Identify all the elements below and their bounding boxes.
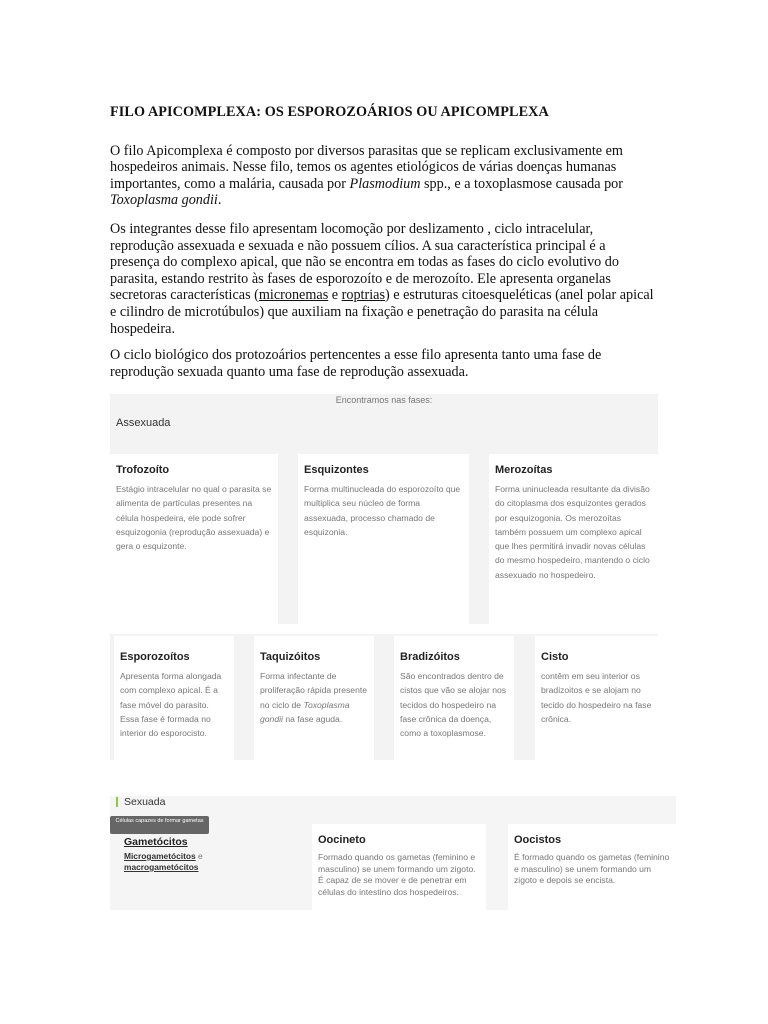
image-caption: Encontramos nas fases: [335, 395, 433, 405]
gametocitos-title[interactable]: Gametócitos [124, 836, 188, 848]
term-plasmodium: Plasmodium [349, 175, 421, 192]
link-roptrias[interactable]: roptrias [341, 287, 385, 304]
section-title-sexual: Sexuada [124, 796, 166, 808]
link-microgametocitos[interactable]: Microgametócitos [124, 851, 196, 861]
image-asexual-phases-continued [110, 634, 658, 760]
image-asexual-phases [110, 394, 658, 624]
tooltip-gametocitos: Células capazes de formar gametas [110, 816, 209, 834]
card-oocistos: Oocistos É formado quando os gametas (feminino e masculino) se unem formando um zigoto e depois se encista. [508, 824, 676, 910]
gametocitos-block: Gametócitos Microgametócitos e macrogametócitos [124, 836, 203, 872]
card-oocineto: Oocineto Formado quando os gametas (feminino e masculino) se unem formando um zigoto. É capaz de se mover e de penetrar em células do intestino dos hospedeiros. [312, 824, 486, 910]
card-esquizontes: Esquizontes Forma multinucleada do esporozoíto que multiplica seu núcleo de forma assexuada, processo chamado de esquizonia. [298, 454, 469, 624]
term-toxoplasma: Toxoplasma gondii [110, 192, 218, 209]
card-cisto: Cisto contêm em seu interior os bradizoitos e se alojam no tecido do hospedeiro na fase crônica. [535, 636, 658, 760]
card-trofozoito: Trofozoíto Estágio intracelular no qual o parasita se alimenta de partículas presentes na célula hospedeira, ele pode sofrer esquizogonia (reprodução assexuada) e gera o esquizonte. [110, 454, 278, 624]
image-sexual-phases [110, 796, 676, 910]
card-esporozoitos: Esporozoítos Apresenta forma alongada com complexo apical. É a fase móvel do parasito. Essa fase é formada no interior do esporocisto. [114, 636, 234, 760]
section-title-asexual: Assexuada [116, 417, 171, 429]
paragraph-characteristics: Os integrantes desse filo apresentam locomoção por deslizamento , ciclo intracelular, reprodução assexuada e sexuada e não possuem cílios. A sua característica principal é a presença do complexo apical, que não se encontra em todas as fases do ciclo evolutivo do parasita, estando restrito às fases de esporozoíto e de merozoíto. Ele apresenta organelas secretoras características (micronemas e roptrias) e estruturas citoesqueléticas (anel polar apical e cilindro de microtúbulos) que auxiliam na fixação e penetração do parasita na célula hospedeira. [110, 220, 654, 337]
paragraph-cycle: O ciclo biológico dos protozoários pertencentes a esse filo apresenta tanto uma fase de reprodução sexuada quanto uma fase de reprodução assexuada. [110, 347, 602, 380]
section-accent-bar [116, 797, 118, 807]
link-micronemas[interactable]: micronemas [258, 287, 329, 304]
document-body [110, 104, 658, 392]
card-taquizoitos: Taquizóitos Forma infectante de proliferação rápida presente no ciclo de Toxoplasma gondii na fase aguda. [254, 636, 374, 760]
card-bradizoitos: Bradizóitos São encontrados dentro de cistos que vão se alojar nos tecidos do hospedeiro na fase crônica da doença, como a toxoplasmose. [394, 636, 514, 760]
card-merozoitas: Merozoítas Forma uninucleada resultante da divisão do citoplasma dos esquizontes gerados por esquizogonia. Os merozoítas também possuem um complexo apical que lhes permitirá invadir novas células do mesmo hospedeiro, mantendo o ciclo assexuado no hospedeiro. [489, 454, 658, 624]
link-macrogametocitos[interactable]: macrogametócitos [124, 862, 199, 872]
paragraph-intro: O filo Apicomplexa é composto por diversos parasitas que se replicam exclusivamente em hospedeiros animais. Nesse filo, temos os agentes etiológicos de várias doenças humanas importantes, como a malária, causada por Plasmodium spp., e a toxoplasmose causada por Toxoplasma gondii. [110, 142, 623, 209]
document-title: FILO APICOMPLEXA: OS ESPOROZOÁRIOS OU APICOMPLEXA [110, 104, 549, 120]
